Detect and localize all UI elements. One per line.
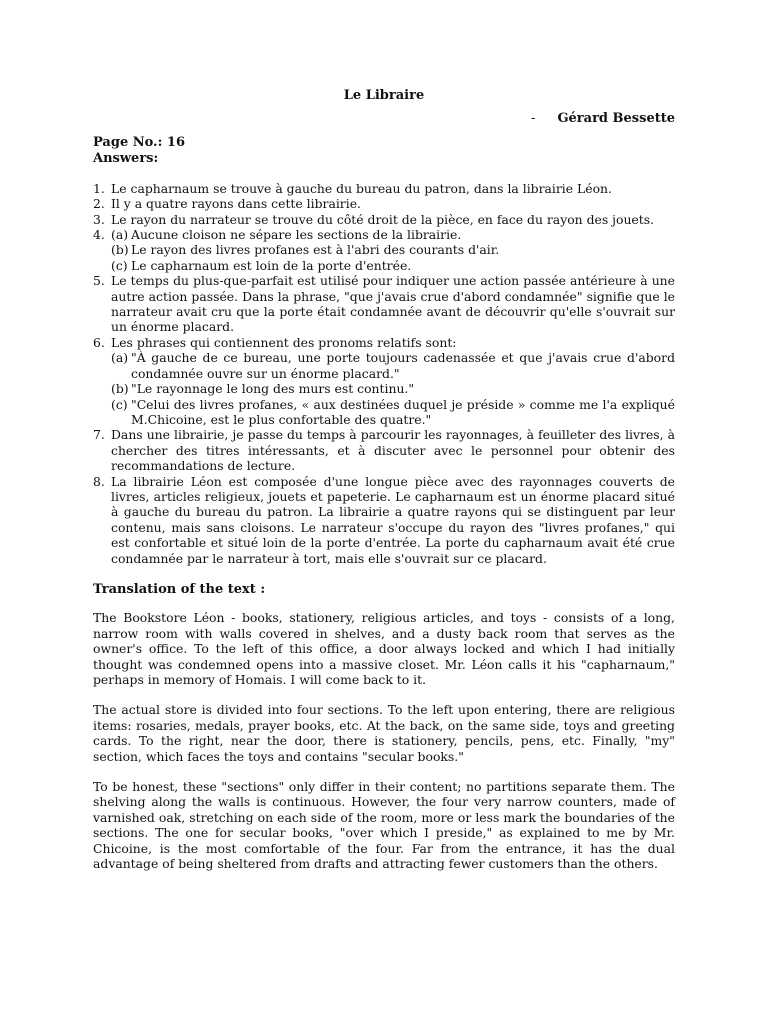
sub-text: "Le rayonnage le long des murs est continu." [131,381,415,397]
author-dash: - [531,111,536,127]
answer-text: Le rayon du narrateur se trouve du côté droit de la pièce, en face du rayon des jouets. [111,211,655,227]
translation-paragraph: The Bookstore Léon - books, stationery, religious articles, and toys - consists of a long, narrow room with walls covered in shelves, and a dusty back room that serves as the owner's office. To the left of this office, a door always locked and which I had initially thought was condemned opens into a massive closet. Mr. Léon calls it his "capharnaum," perhaps in memory of Homais. I will come back to it. [93,610,675,687]
sub-label: (b) [111,381,129,397]
author-name: Gérard Bessette [557,111,675,127]
sub-answer [111,381,675,396]
answer-item [93,273,675,335]
answer-item [93,181,675,196]
answer-number: 8. [93,473,105,489]
sub-text: Le rayon des livres profanes est à l'abri des courants d'air. [131,242,500,258]
sub-label: (c) [111,396,128,412]
answer-number: 6. [93,334,105,350]
answer-text: Les phrases qui contiennent des pronoms relatifs sont: [111,334,457,350]
sub-text: Le capharnaum est loin de la porte d'entrée. [131,257,412,273]
sub-answer [111,227,675,242]
document-title: Le Libraire [343,88,425,103]
answer-number: 7. [93,427,105,443]
answer-item [93,474,675,566]
answer-text: La librairie Léon est composée d'une longue pièce avec des rayonnages couverts de livres, articles religieux, jouets et papeterie. Le capharnaum est un énorme placard situé à gauche du bureau du patron. La librairie a quatre rayons qui se distinguent par leur contenu, mais sans cloisons. Le narrateur s'occupe du rayon des "livres profanes," qui est confortable et situé loin de la porte d'entrée. La porte du capharnaum avait été crue condamnée par le narrateur à tort, mais elle s'ouvrait sur ce placard. [111,473,675,566]
translation-paragraph: The actual store is divided into four sections. To the left upon entering, there are religious items: rosaries, medals, prayer books, etc. At the back, on the same side, toys and greeting cards. To the right, near the door, there is stationery, pencils, pens, etc. Finally, "my" section, which faces the toys and contains "secular books." [93,702,675,764]
answer-text: Il y a quatre rayons dans cette librairie. [111,196,361,212]
answer-number: 5. [93,273,105,289]
answer-item [93,196,675,211]
sub-text: Aucune cloison ne sépare les sections de la librairie. [131,227,462,243]
sub-answer [111,350,675,381]
sub-answer [111,397,675,428]
translation-paragraph: To be honest, these "sections" only differ in their content; no partitions separate them. The shelving along the walls is continuous. However, the four very narrow counters, made of varnished oak, stretching on each side of the room, more or less mark the boundaries of the sections. The one for secular books, "over which I preside," as explained to me by Mr. Chicoine, is the most comfortable of the four. Far from the entrance, it has the dual advantage of being sheltered from drafts and attracting fewer customers than the others. [93,779,675,872]
answer-item [93,227,675,273]
sub-label: (c) [111,257,128,273]
answer-text: Le capharnaum se trouve à gauche du bureau du patron, dans la librairie Léon. [111,180,612,196]
answer-number: 2. [93,196,105,212]
sub-label: (a) [111,227,129,243]
translation-heading: Translation of the text : [93,581,266,597]
author-line [93,111,675,126]
answer-text: Le temps du plus-que-parfait est utilisé pour indiquer une action passée antérieure à une autre action passée. Dans la phrase, "que j'avais crue d'abord condamnée" signifie que le narrateur avait cru que la porte était condamnée avant de découvrir qu'elle s'ouvrait sur un énorme placard. [111,273,675,335]
sub-answer [111,258,675,273]
answer-item [93,335,675,427]
answer-item [93,212,675,227]
sub-label: (b) [111,242,129,258]
answer-text: Dans une librairie, je passe du temps à parcourir les rayonnages, à feuilleter des livres, à chercher des titres intéressants, et à discuter avec le personnel pour obtenir des recommandations de lecture. [111,427,675,474]
sub-text: "Celui des livres profanes, « aux destinées duquel je préside » comme me l'a expliqué M.Chicoine, est le plus confortable des quatre." [131,396,675,427]
answers-heading: Answers: [93,150,159,166]
sub-answer [111,242,675,257]
answer-number: 3. [93,211,105,227]
sub-text: "À gauche de ce bureau, une porte toujours cadenassée et que j'avais crue d'abord condamnée ouvre sur un énorme placard." [131,350,675,381]
answers-list [93,181,675,566]
answer-number: 4. [93,227,105,243]
answer-number: 1. [93,180,105,196]
sub-label: (a) [111,350,129,366]
answer-item [93,427,675,473]
page-number: Page No.: 16 [93,134,186,150]
